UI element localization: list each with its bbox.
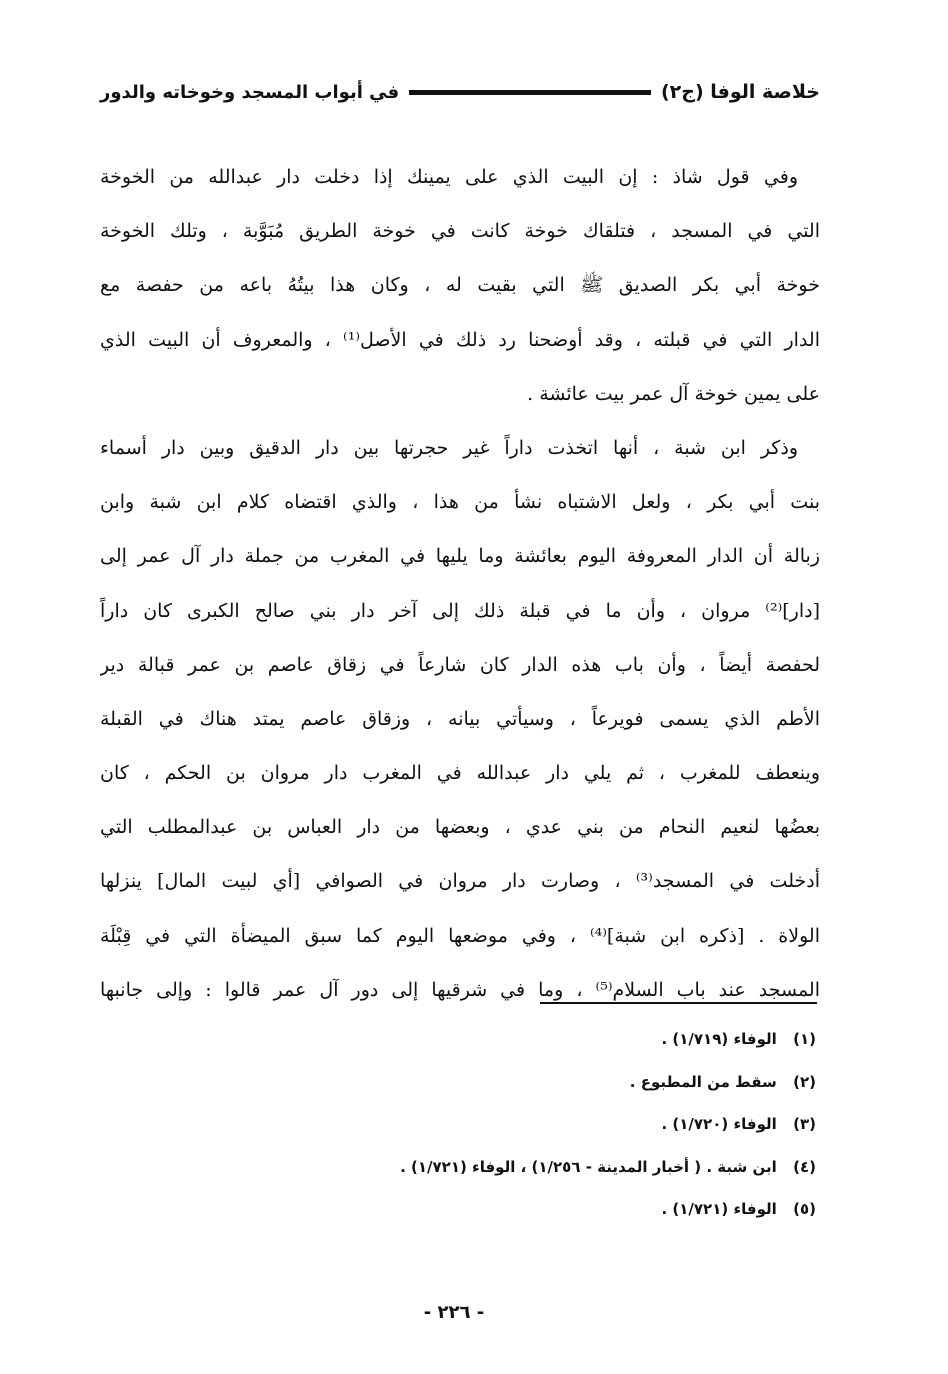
- footnote-text: الوفاء (١/٧١٩) .: [661, 1030, 777, 1048]
- footnote-item: [100, 1018, 816, 1061]
- footnote-number: (١): [793, 1030, 816, 1048]
- text-line: خوخة أبي بكر الصديق ﷺ التي بقيت له ، وكان هذا بيتُهُ باعه من حفصة مع: [100, 274, 820, 297]
- footnote-item: [100, 1188, 816, 1231]
- chapter-title: في أبواب المسجد وخوخاته والدور: [100, 81, 400, 103]
- footnote-text: سقط من المطبوع .: [629, 1072, 777, 1091]
- text-line: التي في المسجد ، فتلقاك خوخة كانت في خوخة الطريق مُبَوَّبة ، وتلك الخوخة: [100, 220, 820, 243]
- text-line: وذكر ابن شبة ، أنها اتخذت داراً غير حجرتها بين دار الدقيق وبين دار أسماء: [100, 436, 798, 459]
- footnote-number: (٥): [793, 1200, 816, 1218]
- text-line: بعضُها لنعيم النحام من بني عدي ، وبعضها من دار العباس بن عبدالمطلب التي: [100, 816, 820, 839]
- text-line: الدار التي في قبلته ، وقد أوضحنا رد ذلك في الأصل⁽¹⁾ ، والمعروف أن البيت الذي: [100, 328, 820, 351]
- footnote-text: الوفاء (١/٧٢١) .: [661, 1200, 777, 1218]
- text-line: على يمين خوخة آل عمر بيت عائشة .: [527, 382, 820, 405]
- text-line: الأطم الذي يسمى فويرعاً ، وسيأتي بيانه ، وزقاق عاصم يمتد هناك في القبلة: [100, 707, 820, 730]
- footnote-item: [100, 1061, 816, 1104]
- footnote-item: [100, 1103, 816, 1146]
- text-line: المسجد عند باب السلام⁽⁵⁾ ، وما في شرقيها إلى دور آل عمر قالوا : وإلى جانبها: [100, 978, 820, 1001]
- text-line: زبالة أن الدار المعروفة اليوم بعائشة وما يليها في المغرب من جملة دار آل عمر إلى: [100, 545, 820, 568]
- footnote-number: (٤): [793, 1157, 816, 1176]
- text-line: أدخلت في المسجد⁽³⁾ ، وصارت دار مروان في الصوافي [أي لبيت المال] ينزلها: [100, 870, 820, 893]
- text-line: وفي قول شاذ : إن البيت الذي على يمينك إذا دخلت دار عبدالله من الخوخة: [100, 166, 798, 188]
- footnote-text: الوفاء (١/٧٢٠) .: [661, 1115, 777, 1133]
- text-line: لحفصة أيضاً ، وأن باب هذه الدار كان شارعاً في زقاق عاصم بن عمر قبالة دير: [100, 653, 820, 676]
- text-line: وينعطف للمغرب ، ثم يلي دار عبدالله في المغرب دار مروان بن الحكم ، كان: [100, 762, 820, 785]
- body-text: [100, 150, 820, 1017]
- footnote-separator: [540, 1002, 817, 1004]
- footnote-item: [100, 1146, 816, 1189]
- book-title: خلاصة الوفا (ج٢): [660, 81, 820, 103]
- running-header: [100, 72, 820, 112]
- header-rule: [409, 90, 651, 95]
- page-number: - ٢٢٦ -: [423, 1302, 485, 1323]
- footnote-text: ابن شبة . ( أخبار المدينة - ١/٢٥٦) ، الوفاء (١/٧٢١) .: [400, 1157, 777, 1176]
- footnote-number: (٣): [793, 1115, 816, 1133]
- footnotes: [100, 1018, 816, 1231]
- text-line: [دار]⁽²⁾ مروان ، وأن ما في قبلة ذلك إلى آخر دار بني صالح الكبرى كان داراً: [100, 599, 820, 622]
- text-line: بنت أبي بكر ، ولعل الاشتباه نشأ من هذا ، والذي اقتضاه كلام ابن شبة وابن: [100, 491, 820, 514]
- footnote-number: (٢): [793, 1072, 816, 1091]
- text-line: الولاة . [ذكره ابن شبة]⁽⁴⁾ ، وفي موضعها اليوم كما سبق الميضأة التي في قِبْلَة: [100, 924, 820, 947]
